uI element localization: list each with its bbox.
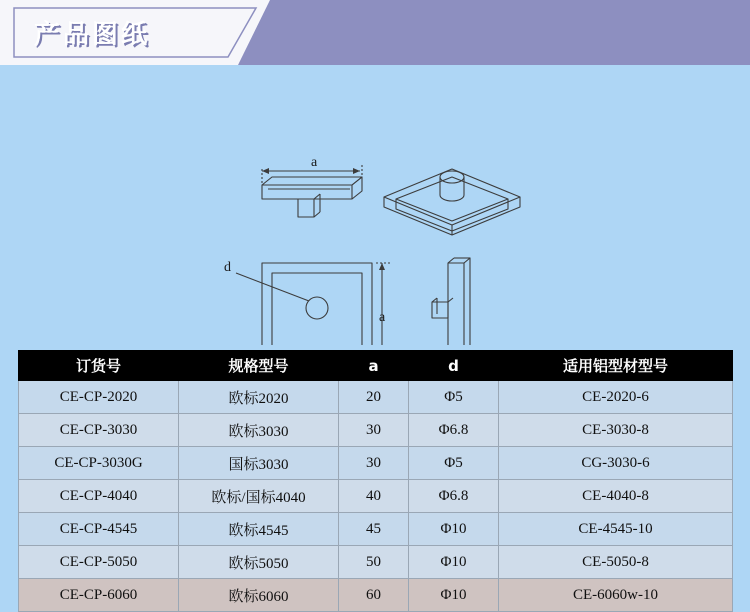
isometric-view [384, 169, 520, 235]
cell-a: 40 [339, 480, 409, 513]
cell-a: 45 [339, 513, 409, 546]
cell-order-no: CE-CP-4040 [19, 480, 179, 513]
cell-profile-model: CE-4040-8 [499, 480, 733, 513]
spec-table [18, 350, 733, 612]
cell-d: Φ10 [409, 513, 499, 546]
cell-profile-model: CG-3030-6 [499, 447, 733, 480]
cell-spec-model: 欧标3030 [179, 414, 339, 447]
page-title: 产品图纸 [34, 20, 151, 50]
cell-profile-model: CE-2020-6 [499, 381, 733, 414]
cell-d: Φ6.8 [409, 480, 499, 513]
cell-spec-model: 欧标6060 [179, 579, 339, 612]
cell-order-no: CE-CP-6060 [19, 579, 179, 612]
side-view-top [262, 165, 362, 217]
cell-a: 30 [339, 414, 409, 447]
cell-order-no: CE-CP-5050 [19, 546, 179, 579]
cell-a: 60 [339, 579, 409, 612]
edge-view [432, 258, 470, 345]
label-a-top: a [311, 155, 318, 170]
cell-d: Φ10 [409, 546, 499, 579]
cell-profile-model: CE-3030-8 [499, 414, 733, 447]
cell-d: Φ10 [409, 579, 499, 612]
table-row [19, 579, 733, 612]
table-header-row [19, 351, 733, 381]
table-row [19, 513, 733, 546]
table-row [19, 480, 733, 513]
table-row [19, 381, 733, 414]
cell-a: 50 [339, 546, 409, 579]
cell-profile-model: CE-6060w-10 [499, 579, 733, 612]
cell-d: Φ6.8 [409, 414, 499, 447]
table-row [19, 546, 733, 579]
cell-profile-model: CE-5050-8 [499, 546, 733, 579]
column-header-d: d [409, 351, 499, 381]
cell-order-no: CE-CP-3030 [19, 414, 179, 447]
cell-spec-model: 欧标/国标4040 [179, 480, 339, 513]
top-view [236, 263, 390, 345]
column-header-spec-model: 规格型号 [179, 351, 339, 381]
column-header-profile-model: 适用铝型材型号 [499, 351, 733, 381]
table-row [19, 414, 733, 447]
cell-order-no: CE-CP-4545 [19, 513, 179, 546]
cell-profile-model: CE-4545-10 [499, 513, 733, 546]
cell-spec-model: 欧标4545 [179, 513, 339, 546]
cell-spec-model: 国标3030 [179, 447, 339, 480]
cell-order-no: CE-CP-2020 [19, 381, 179, 414]
page-header [0, 0, 750, 65]
cell-order-no: CE-CP-3030G [19, 447, 179, 480]
cell-d: Φ5 [409, 447, 499, 480]
cell-d: Φ5 [409, 381, 499, 414]
column-header-a: a [339, 351, 409, 381]
label-a-right: a [379, 310, 386, 325]
cell-a: 30 [339, 447, 409, 480]
cell-a: 20 [339, 381, 409, 414]
drawing-svg [0, 65, 750, 345]
column-header-order-no: 订货号 [19, 351, 179, 381]
table-row [19, 447, 733, 480]
cell-spec-model: 欧标2020 [179, 381, 339, 414]
product-drawing [0, 65, 750, 345]
spec-table-wrapper [18, 350, 732, 612]
label-d: d [224, 260, 231, 275]
cell-spec-model: 欧标5050 [179, 546, 339, 579]
